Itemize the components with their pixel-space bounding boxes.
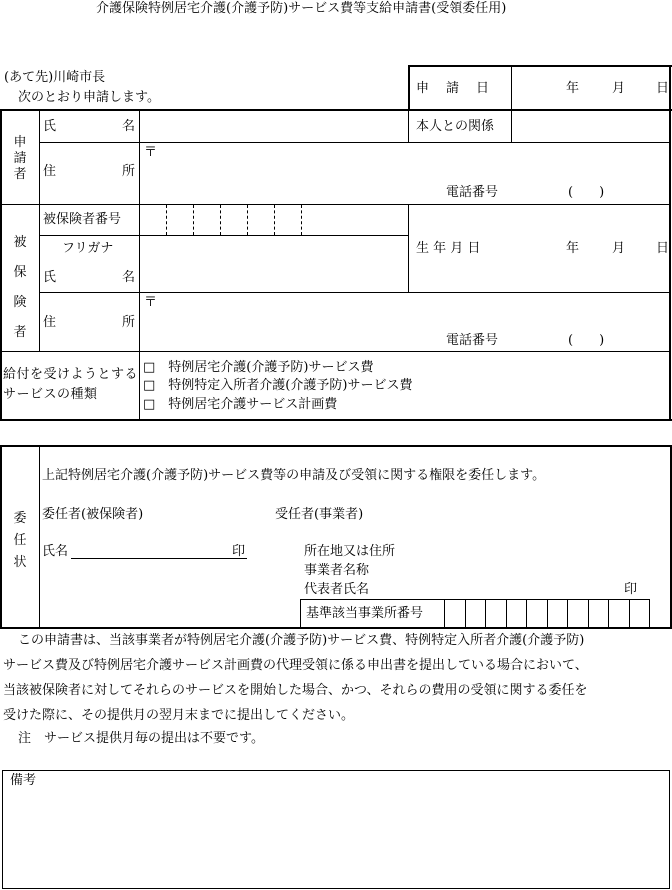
office-number-digit[interactable] bbox=[485, 599, 507, 628]
office-number-digit[interactable] bbox=[506, 599, 528, 628]
year-label: 年 bbox=[566, 241, 580, 256]
furigana-label: フリガナ bbox=[62, 241, 114, 256]
delegator-name-label: 氏名 bbox=[42, 544, 69, 559]
note-line: 当該被保険者に対してそれらのサービスを開始した場合、かつ、それらの費用の受領に関する委任を bbox=[3, 683, 588, 698]
applicant-phone-field[interactable]: ( ) bbox=[568, 185, 605, 200]
office-number-digit[interactable] bbox=[588, 599, 610, 628]
relation-field[interactable] bbox=[513, 112, 668, 142]
benefit-option-1[interactable]: □ 特例居宅介護(介護予防)サービス費 bbox=[143, 360, 374, 375]
benefit-option-2[interactable]: □ 特例特定入所者介護(介護予防)サービス費 bbox=[143, 378, 413, 393]
remarks-field[interactable] bbox=[2, 770, 670, 889]
insured-section-label: 被保険者 bbox=[13, 235, 27, 340]
seal-mark: 印 bbox=[624, 582, 638, 597]
month-label: 月 bbox=[612, 241, 626, 256]
seal-mark: 印 bbox=[232, 544, 246, 559]
application-date-label: 申 請 日 bbox=[416, 81, 492, 96]
delegator-label: 委任者(被保険者) bbox=[42, 507, 144, 522]
office-number-digit[interactable] bbox=[547, 599, 569, 628]
office-number-label: 基準該当事業所番号 bbox=[306, 606, 424, 621]
day-label: 日 bbox=[656, 81, 670, 96]
year-label: 年 bbox=[566, 81, 580, 96]
office-number-digit[interactable] bbox=[526, 599, 548, 628]
delegator-name-field[interactable] bbox=[71, 558, 247, 559]
benefit-option-3[interactable]: □ 特例居宅介護サービス計画費 bbox=[143, 397, 338, 412]
office-number-digit[interactable] bbox=[465, 599, 487, 628]
intro-text: 次のとおり申請します。 bbox=[18, 90, 160, 105]
postal-mark: 〒 bbox=[144, 145, 158, 160]
location-label: 所在地又は住所 bbox=[304, 544, 396, 559]
applicant-name-label: 氏 bbox=[43, 119, 57, 134]
relation-label: 本人との関係 bbox=[416, 119, 495, 134]
month-label: 月 bbox=[612, 81, 626, 96]
insured-phone-field[interactable]: ( ) bbox=[568, 333, 605, 348]
representative-label: 代表者氏名 bbox=[304, 582, 370, 597]
office-number-digit[interactable] bbox=[567, 599, 589, 628]
option-label: 特例居宅介護サービス計画費 bbox=[168, 397, 338, 412]
option-label: 特例特定入所者介護(介護予防)サービス費 bbox=[168, 378, 413, 393]
insured-number-label: 被保険者番号 bbox=[43, 212, 122, 227]
delegation-statement: 上記特例居宅介護(介護予防)サービス費等の申請及び受領に関する権限を委任します。 bbox=[42, 468, 546, 483]
applicant-phone-label: 電話番号 bbox=[446, 185, 499, 200]
insured-name-field[interactable] bbox=[141, 237, 408, 291]
office-number-digit[interactable] bbox=[629, 599, 651, 628]
applicant-address-label-2: 所 bbox=[122, 164, 136, 179]
page-title: 介護保険特例居宅介護(介護予防)サービス費等支給申請書(受領委任用) bbox=[96, 1, 507, 16]
note-line: 受けた際に、その提供月の翌月末までに提出してください。 bbox=[3, 708, 355, 723]
delegation-section-label: 委任状 bbox=[13, 511, 27, 570]
insured-phone-label: 電話番号 bbox=[446, 333, 499, 348]
insured-name-label: 氏 bbox=[43, 270, 57, 285]
addressee: (あて先)川崎市長 bbox=[4, 70, 106, 85]
note-line: サービス費及び特例居宅介護サービス計画費の代理受領に係る申出書を提出している場合において、 bbox=[3, 658, 588, 673]
applicant-address-label: 住 bbox=[43, 164, 57, 179]
delegatee-label: 受任者(事業者) bbox=[275, 507, 364, 522]
benefit-type-label: 給付を受けようとするサービスの種類 bbox=[3, 367, 139, 402]
postal-mark: 〒 bbox=[144, 295, 158, 310]
insured-name-label-2: 名 bbox=[122, 270, 136, 285]
office-number-digit[interactable] bbox=[608, 599, 630, 628]
applicant-name-field[interactable] bbox=[141, 112, 408, 142]
option-label: 特例居宅介護(介護予防)サービス費 bbox=[168, 360, 374, 375]
note-line: この申請書は、当該事業者が特例居宅介護(介護予防)サービス費、特例特定入所者介護(介護予防) bbox=[18, 633, 585, 648]
applicant-name-label-2: 名 bbox=[122, 119, 136, 134]
applicant-section-label: 申請者 bbox=[13, 135, 27, 182]
office-number-digit[interactable] bbox=[444, 599, 466, 628]
birth-date-label: 生 年 月 日 bbox=[416, 241, 481, 256]
insured-address-label: 住 bbox=[43, 315, 57, 330]
day-label: 日 bbox=[656, 241, 670, 256]
remarks-label: 備考 bbox=[10, 773, 37, 788]
business-name-label: 事業者名称 bbox=[304, 563, 370, 578]
insured-address-label-2: 所 bbox=[122, 315, 136, 330]
note-extra: 注 サービス提供月毎の提出は不要です。 bbox=[18, 731, 264, 746]
